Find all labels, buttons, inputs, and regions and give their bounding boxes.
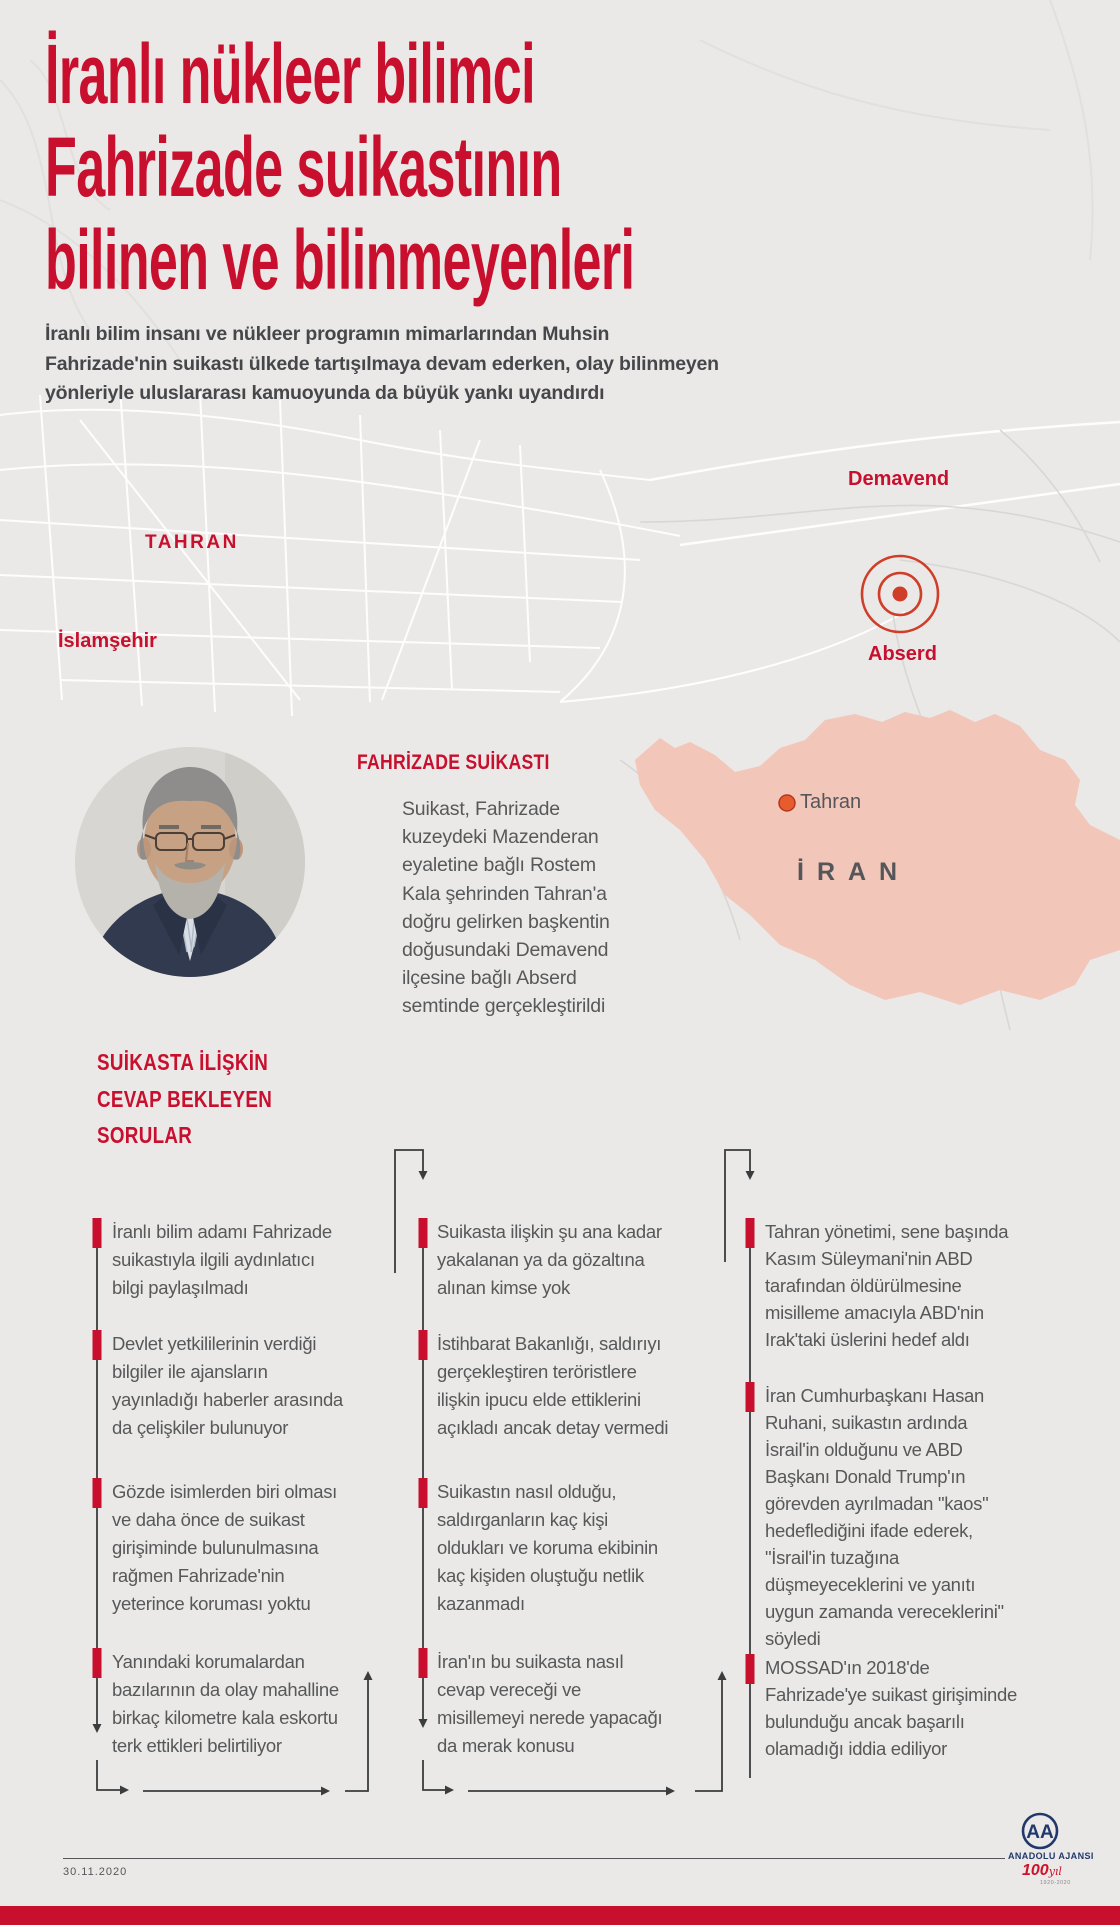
questions-heading: [97, 1044, 316, 1154]
question-item: Devlet yetkililerinin verdiği bilgiler ile ajansların yayınladığı haberler arasında da çelişkiler bulunuyor: [112, 1333, 343, 1438]
agency-name: ANADOLU AJANSI: [1008, 1851, 1094, 1861]
intro-line-2: Fahrizade'nin suikastı ülkede tartışılmaya devam ederken, olay bilinmeyen: [45, 352, 719, 375]
abserd-target-icon: [858, 552, 942, 636]
question-item: MOSSAD'ın 2018'de Fahrizade'ye suikast girişiminde bulunduğu ancak başarılı olamadığı iddia ediliyor: [765, 1657, 1018, 1759]
intro-paragraph: [45, 320, 719, 409]
footer-divider: [63, 1858, 1005, 1859]
iran-capital-label: Tahran: [800, 791, 862, 813]
questions-heading-line-2: CEVAP BEKLEYEN: [97, 1085, 273, 1112]
map-label-islamsehir: İslamşehir: [58, 630, 157, 652]
map-label-tahran: TAHRAN: [145, 532, 239, 553]
footer-date: 30.11.2020: [63, 1866, 128, 1878]
centennial-number: 100: [1022, 1862, 1049, 1879]
centennial-years: 1920-2020: [1040, 1880, 1071, 1886]
questions-heading-line-3: SORULAR: [97, 1122, 193, 1148]
question-item: İran Cumhurbaşkanı Hasan Ruhani, suikastın ardında İsrail'in olduğunu ve ABD Başkanı Donald Trump'ın görevden ayrılmadan "kaos" hedeflediğini ifade ederek, "İsrail'in tuzağına düşmeyeceklerini ve yanıtı uygun zamanda vereceklerini" söyledi: [765, 1385, 1004, 1649]
page-title: [45, 28, 996, 307]
title-line-3: bilinen ve bilinmeyenleri: [45, 213, 635, 307]
centennial-badge: [1022, 1862, 1062, 1880]
incident-body: Suikast, Fahrizade kuzeydeki Mazenderan eyaletine bağlı Rostem Kala şehrinden Tahran'a doğru gelirken başkentin doğusundaki Demavend ilçesine bağlı Abserd semtinde gerçekleştirildi: [402, 798, 610, 1018]
question-item: Tahran yönetimi, sene başında Kasım Süleymani'nin ABD tarafından öldürülmesine misilleme amacıyla ABD'nin Irak'taki üslerini hedef aldı: [765, 1221, 1009, 1350]
title-line-2: Fahrizade suikastının: [45, 120, 562, 214]
question-item: İran'ın bu suikasta nasıl cevap vereceği ve misillemeyi nerede yapacağı da merak konusu: [437, 1651, 663, 1756]
fahrizade-portrait-photo: [75, 747, 305, 977]
svg-text:AA: AA: [1026, 1822, 1054, 1843]
map-label-demavend: Demavend: [848, 468, 950, 490]
centennial-suffix: yıl: [1048, 1865, 1062, 1878]
question-item: Yanındaki korumalardan bazılarının da olay mahalline birkaç kilometre kala eskortu terk ettikleri belirtiliyor: [112, 1651, 339, 1756]
bottom-accent-bar: [0, 1906, 1120, 1925]
iran-country-label: İRAN: [797, 858, 911, 886]
incident-heading: FAHRİZADE SUİKASTI: [357, 751, 550, 774]
tehran-capital-dot: [779, 795, 795, 811]
question-item: İstihbarat Bakanlığı, saldırıyı gerçekleştiren teröristlere ilişkin ipucu elde ettiklerini açıkladı ancak detay vermedi: [437, 1333, 669, 1438]
intro-line-1: İranlı bilim insanı ve nükleer programın mimarlarından Muhsin: [45, 323, 610, 345]
anadolu-agency-logo-icon: [1016, 1812, 1064, 1852]
intro-line-3: yönleriyle uluslararası kamuoyunda da büyük yankı uyandırdı: [45, 382, 605, 404]
title-line-1: İranlı nükleer bilimci: [45, 27, 535, 121]
question-item: Suikastın nasıl olduğu, saldırganların kaç kişi oldukları ve koruma ekibinin kaç kişiden oluştuğu netlik kazanmadı: [437, 1481, 658, 1614]
map-label-abserd: Abserd: [868, 643, 937, 665]
question-item: Gözde isimlerden biri olması ve daha önce de suikast girişiminde bulunulmasına rağmen Fahrizade'nin yeterince koruması yoktu: [112, 1481, 337, 1614]
questions-heading-line-1: SUİKASTA İLİŞKİN: [97, 1049, 269, 1075]
question-item: İranlı bilim adamı Fahrizade suikastıyla ilgili aydınlatıcı bilgi paylaşılmadı: [112, 1221, 332, 1298]
question-item: Suikasta ilişkin şu ana kadar yakalanan ya da gözaltına alınan kimse yok: [437, 1221, 662, 1298]
